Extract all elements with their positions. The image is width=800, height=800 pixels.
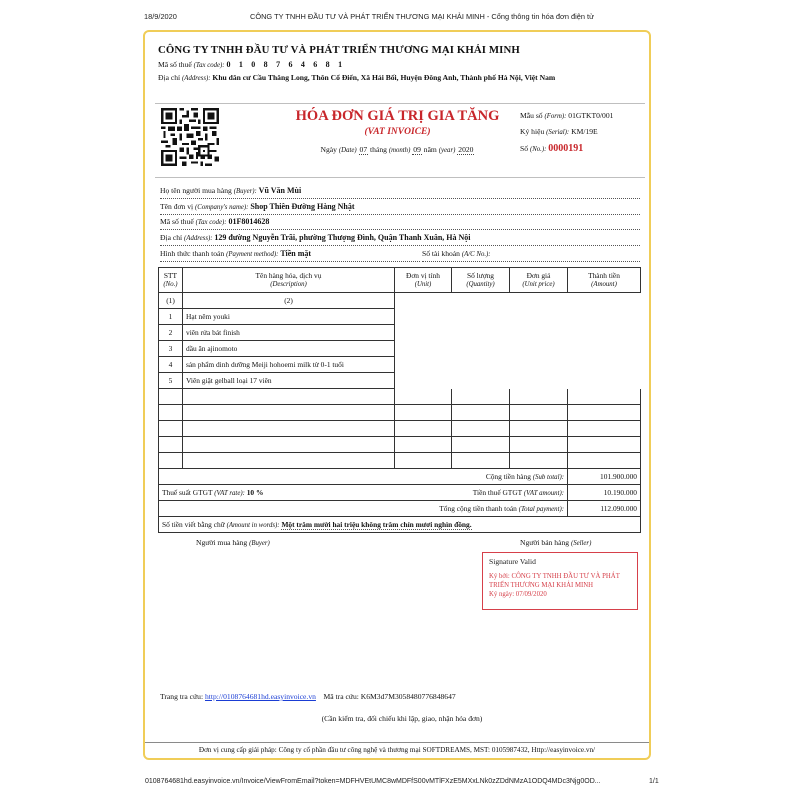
- col-header-unit-price: Đơn giá (Unit price): [510, 268, 568, 293]
- month-label: tháng: [370, 145, 387, 154]
- digital-signature-stamp: [482, 552, 638, 610]
- item-description: viên rửa bát finish: [183, 325, 395, 341]
- buyer-company-field: [160, 202, 640, 215]
- invoice-serial: [520, 127, 598, 136]
- total-label: Tổng cộng tiền thanh toán: [439, 504, 517, 513]
- vat-amount-label: Tiền thuế GTGT: [472, 488, 523, 497]
- print-title: CÔNG TY TNHH ĐẦU TƯ VÀ PHÁT TRIỂN THƯƠNG MẠI KHẢI MINH - Cổng thông tin hóa đơn điện tử: [250, 12, 595, 21]
- lookup-line: [160, 692, 456, 701]
- table-row: 4 sản phẩm dinh dưỡng Meiji hohoemi milk từ 0-1 tuổi: [159, 357, 641, 373]
- table-row: 3 dầu ăn ajinomoto: [159, 341, 641, 357]
- seller-tax-code: 0 1 0 8 7 6 4 6 8 1: [226, 60, 346, 69]
- buyer-company-label: Tên đơn vị: [160, 202, 194, 211]
- total-row: Tổng cộng tiền thanh toán (Total payment): 112.090.000: [159, 501, 641, 517]
- vat-row: Thuế suất GTGT (VAT rate): 10 % Tiền thuế GTGT (VAT amount): 10.190.000: [159, 485, 641, 501]
- payment-label: Hình thức thanh toán: [160, 249, 225, 258]
- seller-address-label-en: (Address):: [182, 75, 211, 82]
- buyer-address-field: [160, 233, 640, 246]
- lookup-code-label: Mã tra cứu:: [323, 692, 359, 701]
- col-header-unit: Đơn vị tính (Unit): [395, 268, 452, 293]
- no-label-en: (No.):: [529, 146, 547, 153]
- invoice-month: 09: [413, 145, 421, 154]
- item-description: sản phẩm dinh dưỡng Meiji hohoemi milk từ 0-1 tuổi: [183, 357, 395, 373]
- empty-row: [159, 389, 641, 405]
- words-label: Số tiền viết bằng chữ: [162, 520, 225, 529]
- seller-address-label: Địa chỉ: [158, 73, 181, 82]
- invoice-date: [290, 145, 505, 154]
- account-label-en: (A/C No.):: [461, 251, 491, 258]
- item-description: dầu ăn ajinomoto: [183, 341, 395, 357]
- signed-by: Ký bởi: CÔNG TY TNHH ĐẦU TƯ VÀ PHÁT TRIỂN THƯƠNG MẠI KHẢI MINH: [489, 573, 620, 589]
- signed-date: Ký ngày: 07/09/2020: [489, 591, 547, 598]
- seller-address: Khu dân cư Cầu Thăng Long, Thôn Cổ Điển, Xã Hải Bối, Huyện Đông Anh, Thành phố Hà Nội, Việt Nam: [212, 73, 556, 82]
- print-page-number: 1/1: [649, 778, 659, 785]
- seller-name: CÔNG TY TNHH ĐẦU TƯ VÀ PHÁT TRIỂN THƯƠNG MẠI KHẢI MINH: [158, 44, 520, 56]
- empty-row: [159, 437, 641, 453]
- table-index-row: [159, 293, 641, 309]
- verification-note: (Cần kiểm tra, đối chiếu khi lập, giao, nhận hóa đơn): [321, 714, 483, 723]
- seller-tax-label-en: (Tax code):: [193, 62, 225, 69]
- lookup-page-label: Trang tra cứu:: [160, 692, 204, 701]
- invoice-year: 2020: [458, 145, 474, 154]
- invoice-form: [520, 111, 613, 120]
- col-header-quantity: Số lượng (Quantity): [452, 268, 510, 293]
- table-header-row: [159, 268, 641, 293]
- serial-label-en: (Serial):: [546, 129, 570, 136]
- buyer-signature-label: Người mua hàng (Buyer): [196, 538, 270, 547]
- index-cell: (1): [159, 293, 183, 309]
- buyer-address: 129 đường Nguyễn Trãi, phường Thượng Đình, Quận Thanh Xuân, Hà Nội: [214, 233, 471, 242]
- table-row: 1 Hạt nêm youki: [159, 309, 641, 325]
- form-label: Mẫu số: [520, 111, 543, 120]
- seller-address-line: [158, 73, 555, 82]
- buyer-name: Vũ Văn Mùi: [258, 186, 302, 195]
- payment-method-field: [160, 249, 420, 262]
- serial-value: KM/19E: [571, 127, 598, 136]
- empty-row: [159, 421, 641, 437]
- invoice-no-value: 0000191: [548, 143, 584, 154]
- account-no-field: [422, 249, 640, 262]
- items-table: [158, 267, 641, 533]
- signer-info: [489, 572, 631, 599]
- buyer-name-label-en: (Buyer):: [233, 188, 257, 195]
- form-label-en: (Form):: [544, 113, 567, 120]
- empty-row: [159, 453, 641, 469]
- buyer-company: Shop Thiên Đường Hàng Nhật: [250, 202, 355, 211]
- col-header-description: Tên hàng hóa, dịch vụ (Description): [183, 268, 395, 293]
- subtotal-row: Cộng tiền hàng (Sub total): 101.900.000: [159, 469, 641, 485]
- divider: [155, 103, 645, 104]
- payment-method: Tiền mặt: [280, 249, 312, 258]
- print-date: 18/9/2020: [144, 12, 177, 21]
- print-url: 0108764681hd.easyinvoice.vn/Invoice/ViewFromEmail?token=MDFHVEtUMC8wMDFfS00vMTlFXzE5MXxLNk0zZDdNMzA1ODQ4MDc3Njg0OD...: [145, 778, 601, 785]
- buyer-tax-field: [160, 217, 640, 230]
- qr-code-icon: [161, 108, 219, 166]
- table-row: 5 Viên giặt gelball loại 17 viên: [159, 373, 641, 389]
- seller-tax-line: [158, 60, 345, 69]
- date-label-en: (Date): [338, 147, 357, 154]
- payment-label-en: (Payment method):: [226, 251, 279, 258]
- lookup-code: K6M3d7M3058480776848647: [360, 692, 456, 701]
- buyer-name-field: [160, 186, 640, 199]
- buyer-company-label-en: (Company's name):: [195, 204, 249, 211]
- buyer-tax-code: 01F8014628: [228, 217, 270, 226]
- col-header-no: STT (No.): [159, 268, 183, 293]
- amount-in-words-row: Số tiền viết bằng chữ (Amount in words): Một trăm mười hai triệu không trăm chín mươi nghìn đồng.: [159, 517, 641, 533]
- amount-in-words: Một trăm mười hai triệu không trăm chín mươi nghìn đồng.: [281, 520, 472, 529]
- invoice-title: HÓA ĐƠN GIÁ TRỊ GIA TĂNG: [295, 108, 500, 124]
- date-label: Ngày: [320, 145, 337, 154]
- year-label-en: (year): [438, 147, 456, 154]
- year-label: năm: [423, 145, 437, 154]
- total-value: 112.090.000: [568, 501, 641, 517]
- serial-label: Ký hiệu: [520, 127, 545, 136]
- subtotal-value: 101.900.000: [568, 469, 641, 485]
- lookup-link[interactable]: http://0108764681hd.easyinvoice.vn: [204, 692, 316, 701]
- vat-rate-label: Thuế suất GTGT: [162, 488, 213, 497]
- item-description: Hạt nêm youki: [183, 309, 395, 325]
- provider-info: Đơn vị cung cấp giải pháp: Công ty cổ phần đầu tư công nghệ và thương mại SOFTDREAMS, MST: 0105987432, Http://easyinvoice.vn/: [198, 746, 596, 754]
- month-label-en: (month): [388, 147, 411, 154]
- seller-tax-label: Mã số thuế: [158, 60, 192, 69]
- divider: [145, 742, 649, 743]
- index-cell: (2): [183, 293, 395, 309]
- buyer-tax-label: Mã số thuế: [160, 217, 194, 226]
- invoice-subtitle: (VAT INVOICE): [364, 127, 431, 137]
- buyer-tax-label-en: (Tax code):: [195, 219, 227, 226]
- buyer-address-label: Địa chỉ: [160, 233, 183, 242]
- invoice-day: 07: [359, 145, 368, 154]
- no-label: Số: [520, 144, 529, 153]
- empty-row: [159, 405, 641, 421]
- vat-amount-value: 10.190.000: [568, 485, 641, 501]
- col-header-amount: Thành tiền (Amount): [568, 268, 641, 293]
- invoice-number: [520, 143, 583, 154]
- buyer-name-label: Họ tên người mua hàng: [160, 186, 232, 195]
- seller-signature-label: Người bán hàng (Seller): [520, 538, 592, 547]
- vat-rate-value: 10 %: [246, 488, 264, 497]
- table-row: 2 viên rửa bát finish: [159, 325, 641, 341]
- signature-valid-text: Signature Valid: [489, 557, 536, 566]
- divider: [155, 177, 645, 178]
- item-description: Viên giặt gelball loại 17 viên: [183, 373, 395, 389]
- subtotal-label: Cộng tiền hàng: [485, 472, 531, 481]
- form-value: 01GTKT0/001: [568, 111, 614, 120]
- account-label: Số tài khoản: [422, 249, 460, 258]
- buyer-address-label-en: (Address):: [184, 235, 213, 242]
